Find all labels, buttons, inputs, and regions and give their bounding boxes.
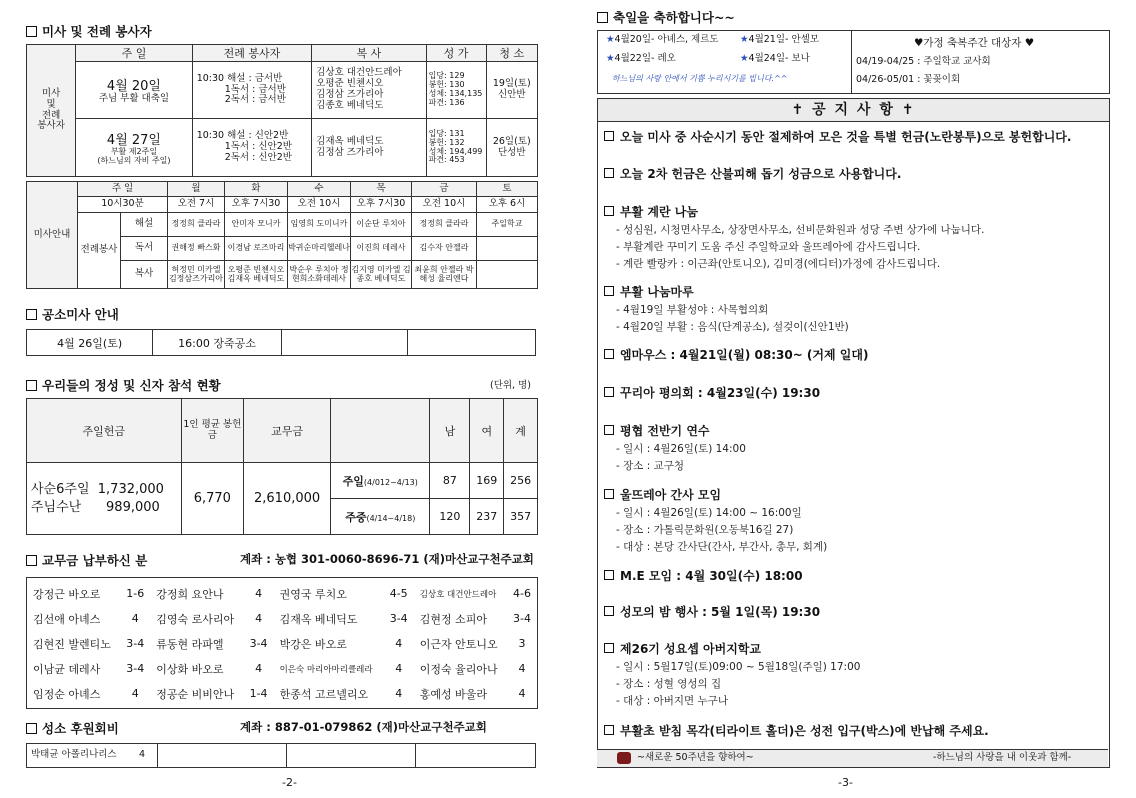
donor-row — [27, 656, 537, 681]
donor-name: 강정희 요안나 — [156, 587, 224, 601]
star-icon: ★ — [606, 53, 615, 64]
star-icon: ★ — [740, 34, 749, 45]
donor-months: 3-4 — [513, 612, 531, 625]
notice-detail: - 장소 : 성혈 영성의 집 — [616, 678, 722, 690]
notice-heading: M.E 모임 : 4월 30일(수) 18:00 — [604, 567, 803, 584]
dues-account: 계좌 : 농협 301-0060-8696-71 (재)마산교구천주교회 — [240, 552, 534, 566]
page-number-left: -2- — [282, 776, 297, 789]
header-server: 복 사 — [312, 45, 426, 62]
mass-section-title: 미사 및 전례 봉사자 — [26, 22, 152, 40]
donor-months: 4-5 — [389, 587, 408, 600]
header-sunday: 주 일 — [76, 45, 192, 62]
star-icon: ★ — [606, 34, 615, 45]
donor-name: 김영숙 로사리아 — [156, 612, 235, 626]
donor-months: 4 — [395, 687, 403, 700]
checkbox-square-icon — [604, 131, 614, 141]
donor-name: 권영국 루치오 — [279, 587, 347, 601]
donor-months: 4 — [255, 662, 263, 675]
donor-months: 4 — [518, 662, 526, 675]
notice-heading: 오늘 2차 헌금은 산불피해 돕기 성금으로 사용합니다. — [604, 165, 901, 182]
notice-detail: - 계란 빨랑카 : 이근좌(안토니오), 김미경(에디터)가정에 감사드립니다. — [616, 258, 941, 270]
donor-box — [26, 577, 538, 709]
donor-months: 3-4 — [389, 612, 408, 625]
checkbox-square-icon — [604, 168, 614, 178]
notice-heading: 울뜨레아 간사 모임 — [604, 486, 721, 503]
notice-title: ✝ 공 지 사 항 ✝ — [598, 99, 1109, 122]
donor-months: 3-4 — [126, 662, 145, 675]
donor-name: 홍예성 바울라 — [419, 687, 487, 701]
weekday-side-label: 미사안내 — [27, 182, 78, 289]
gongso-table: 4월 26일(토) 16:00 장죽공소 — [26, 329, 536, 356]
notice-heading: 부활 계란 나눔 — [604, 203, 698, 220]
sponsor-table: 박태균 아폴리나리스 4 — [26, 743, 536, 768]
donor-name: 류동현 라파엘 — [156, 637, 224, 651]
notice-heading: 성모의 밤 행사 : 5월 1일(목) 19:30 — [604, 603, 820, 620]
donor-months: 4-6 — [513, 587, 531, 600]
donor-months: 4 — [131, 687, 139, 700]
donor-row — [27, 631, 537, 656]
offering-table: 주일헌금 1인 평균 봉헌금 교무금 남 여 계 사순6주일 1,732,000 주님수난 989,000 6,770 2,610,000 주일(4/012~4/13) 87 169 256 주중(4/14~4/18) 120 237 357 — [26, 398, 538, 535]
donor-name: 김재옥 베네딕도 — [279, 612, 358, 626]
donor-months: 4 — [255, 587, 263, 600]
offering-section-title: 우리들의 정성 및 신자 참석 현황 — [26, 376, 221, 394]
donor-months: 3-4 — [249, 637, 268, 650]
checkbox-square-icon — [604, 425, 614, 435]
checkbox-square-icon — [604, 286, 614, 296]
donor-months: 4 — [518, 687, 526, 700]
footer-bar — [597, 749, 1108, 767]
donor-name: 이남균 데레사 — [33, 662, 101, 676]
family-week-1: 04/19-04/25 : 주일학교 교사회 — [856, 56, 991, 67]
mass-row: 4월 27일 부활 제2주일 (하느님의 자비 주일) 10:30 해설 : 신안2반 1독서 : 신안2반 2독서 : 신안2반 김재옥 베네딕도 김정삼 즈가리아 입당: 131 봉헌: 132 성체: 194,499 파견: 453 26일(토) 단성반 — [27, 119, 538, 177]
donor-name: 정공순 비비안나 — [156, 687, 235, 701]
donor-name: 강정근 바오로 — [33, 587, 101, 601]
sponsor-section-title: 성소 후원회비 — [26, 719, 119, 737]
notice-heading: 평협 전반기 연수 — [604, 422, 710, 439]
donor-months: 4 — [395, 662, 403, 675]
dues-section-title: 교무금 납부하신 분 — [26, 551, 147, 569]
checkbox-square-icon — [604, 387, 614, 397]
mass-row: 4월 20일 주님 부활 대축일 10:30 해설 : 금서반 1독서 : 금서반 2독서 : 금서반 김상호 대건안드레아 오평준 빈첸시오 김정삼 즈가리아 김종호 베네딕도 입당: 129 봉헌: 130 성체: 134,135 파견: 136 19일(토) 신안반 — [27, 62, 538, 119]
donor-months: 3 — [518, 637, 526, 650]
checkbox-square-icon — [604, 206, 614, 216]
checkbox-square-icon — [604, 725, 614, 735]
notice-detail: - 대상 : 아버지면 누구나 — [616, 695, 728, 707]
notice-heading: 부활 나눔마루 — [604, 283, 694, 300]
mass-servers-table — [26, 44, 538, 177]
notice-heading: 엠마우스 : 4월21일(월) 08:30~ (거제 일대) — [604, 346, 868, 363]
family-title: ♥가정 축복주간 대상자 ♥ — [914, 37, 1035, 49]
donor-row — [27, 606, 537, 631]
checkbox-square-icon — [604, 570, 614, 580]
notice-detail: - 일시 : 4월26일(토) 14:00 — [616, 443, 746, 455]
header-liturgy: 전례 봉사자 — [192, 45, 311, 62]
notice-heading: 오늘 미사 중 사순시기 동안 절제하여 모은 것을 특별 헌금(노란봉투)으로 봉헌합니다. — [604, 128, 1071, 145]
donor-months: 1-4 — [249, 687, 268, 700]
footer-right: -하느님의 사랑을 내 이웃과 함께- — [933, 752, 1072, 763]
donor-name: 이정숙 율리아나 — [419, 662, 498, 676]
checkbox-square-icon — [604, 606, 614, 616]
family-week-2: 04/26-05/01 : 꽃꽂이회 — [856, 74, 961, 85]
donor-name: 김상호 대건안드레아 — [419, 589, 497, 600]
notice-detail: - 장소 : 가톨릭문화원(오동북16길 27) — [616, 524, 794, 536]
logo-icon — [617, 752, 631, 764]
donor-name: 이은숙 마리아마리클레라 — [279, 664, 373, 675]
star-icon: ★ — [740, 53, 749, 64]
page-number-right: -3- — [838, 776, 853, 789]
footer-left: ~새로운 50주년을 향하여~ — [637, 752, 754, 763]
notice-detail: - 장소 : 교구청 — [616, 460, 685, 472]
notice-heading: 부활초 받침 목각(티라이트 홀더)은 성전 입구(박스)에 반납해 주세요. — [604, 722, 989, 739]
offering-unit: (단위, 명) — [490, 380, 531, 391]
header-cleaning: 청 소 — [486, 45, 538, 62]
notice-detail: - 4월20일 부활 : 음식(단계공소), 설겆이(신안1반) — [616, 321, 849, 333]
donor-name: 김선애 아녜스 — [33, 612, 101, 626]
notice-detail: - 부활계란 꾸미기 도움 주신 주일학교와 울뜨레아에 감사드립니다. — [616, 241, 921, 253]
donor-name: 임정순 아녜스 — [33, 687, 101, 701]
checkbox-square-icon — [604, 643, 614, 653]
feast-box: ★4월20일- 아녜스, 제르도 ★4월21일- 안셀모 ★4월22일- 레오 ★4월24일- 보나 하느님의 사랑 안에서 기쁨 누리시기를 빕니다.^^ ♥가정 축복주간 대상자 ♥ 04/19-04/25 : 주일학교 교사회 04/26-05/01 : 꽃꽂이회 — [597, 30, 1110, 94]
notice-detail: - 대상 : 본당 간사단(간사, 부간사, 총무, 회계) — [616, 541, 828, 553]
donor-row — [27, 681, 537, 706]
checkbox-square-icon — [604, 349, 614, 359]
donor-months: 4 — [255, 612, 263, 625]
donor-months: 3-4 — [126, 637, 145, 650]
donor-row — [27, 581, 537, 606]
donor-months: 1-6 — [126, 587, 145, 600]
checkbox-square-icon — [604, 489, 614, 499]
notice-detail: - 성심원, 시청면사무소, 상장면사무소, 선비문화원과 성당 주변 상가에 나눕니다. — [616, 224, 985, 236]
gongso-section-title: 공소미사 안내 — [26, 305, 119, 323]
notice-heading: 꾸리아 평의회 : 4월23일(수) 19:30 — [604, 384, 820, 401]
donor-name: 김현정 소피아 — [419, 612, 487, 626]
weekday-mass-table: 미사안내 주 일 월 화 수 목 금 토 10시30분 오전 7시 오후 7시30 오전 10시 오후 7시30 오전 10시 오후 6시 전례봉사 해설 정정희 클라라 안미자 모니카 임영희 도미니카 이순단 루치아 정정희 클라라 주일학교 독서 권해정 빠스화 이경남 로즈마리 박귀순마리헬레나 이진희 데레사 김수자 안젤라 복사 허정민 미카엘 김정삼즈가리아 오평준 빈첸시오 김재옥 베네딕도 박순우 루치아 정현희소화데레사 김지영 미카엘 김종호 베네딕도 최윤희 안젤라 박해성 율리엔다 — [26, 181, 538, 289]
donor-name: 김현진 발렌티노 — [33, 637, 111, 651]
feast-blessing: 하느님의 사랑 안에서 기쁨 누리시기를 빕니다.^^ — [612, 74, 788, 83]
notice-heading: 제26기 성요셉 아버지학교 — [604, 640, 761, 657]
donor-name: 한종석 고르넬리오 — [279, 687, 369, 701]
notice-detail: - 일시 : 5월17일(토)09:00 ~ 5월18일(주일) 17:00 — [616, 661, 861, 673]
sponsor-account: 계좌 : 887-01-079862 (재)마산교구천주교회 — [240, 720, 487, 734]
notice-detail: - 일시 : 4월26일(토) 14:00 ~ 16:00일 — [616, 507, 802, 519]
donor-months: 4 — [131, 612, 139, 625]
donor-name: 이근자 안토니오 — [419, 637, 498, 651]
notice-detail: - 4월19일 부활성야 : 사목협의회 — [616, 304, 769, 316]
header-music: 성 가 — [426, 45, 486, 62]
donor-months: 4 — [395, 637, 403, 650]
donor-name: 박강은 바오로 — [279, 637, 347, 651]
donor-name: 이상화 바오로 — [156, 662, 224, 676]
mass-side-label: 미사 및 전례 봉사자 — [27, 45, 76, 177]
celebrate-title: 축일을 축하합니다~~ — [597, 8, 735, 26]
